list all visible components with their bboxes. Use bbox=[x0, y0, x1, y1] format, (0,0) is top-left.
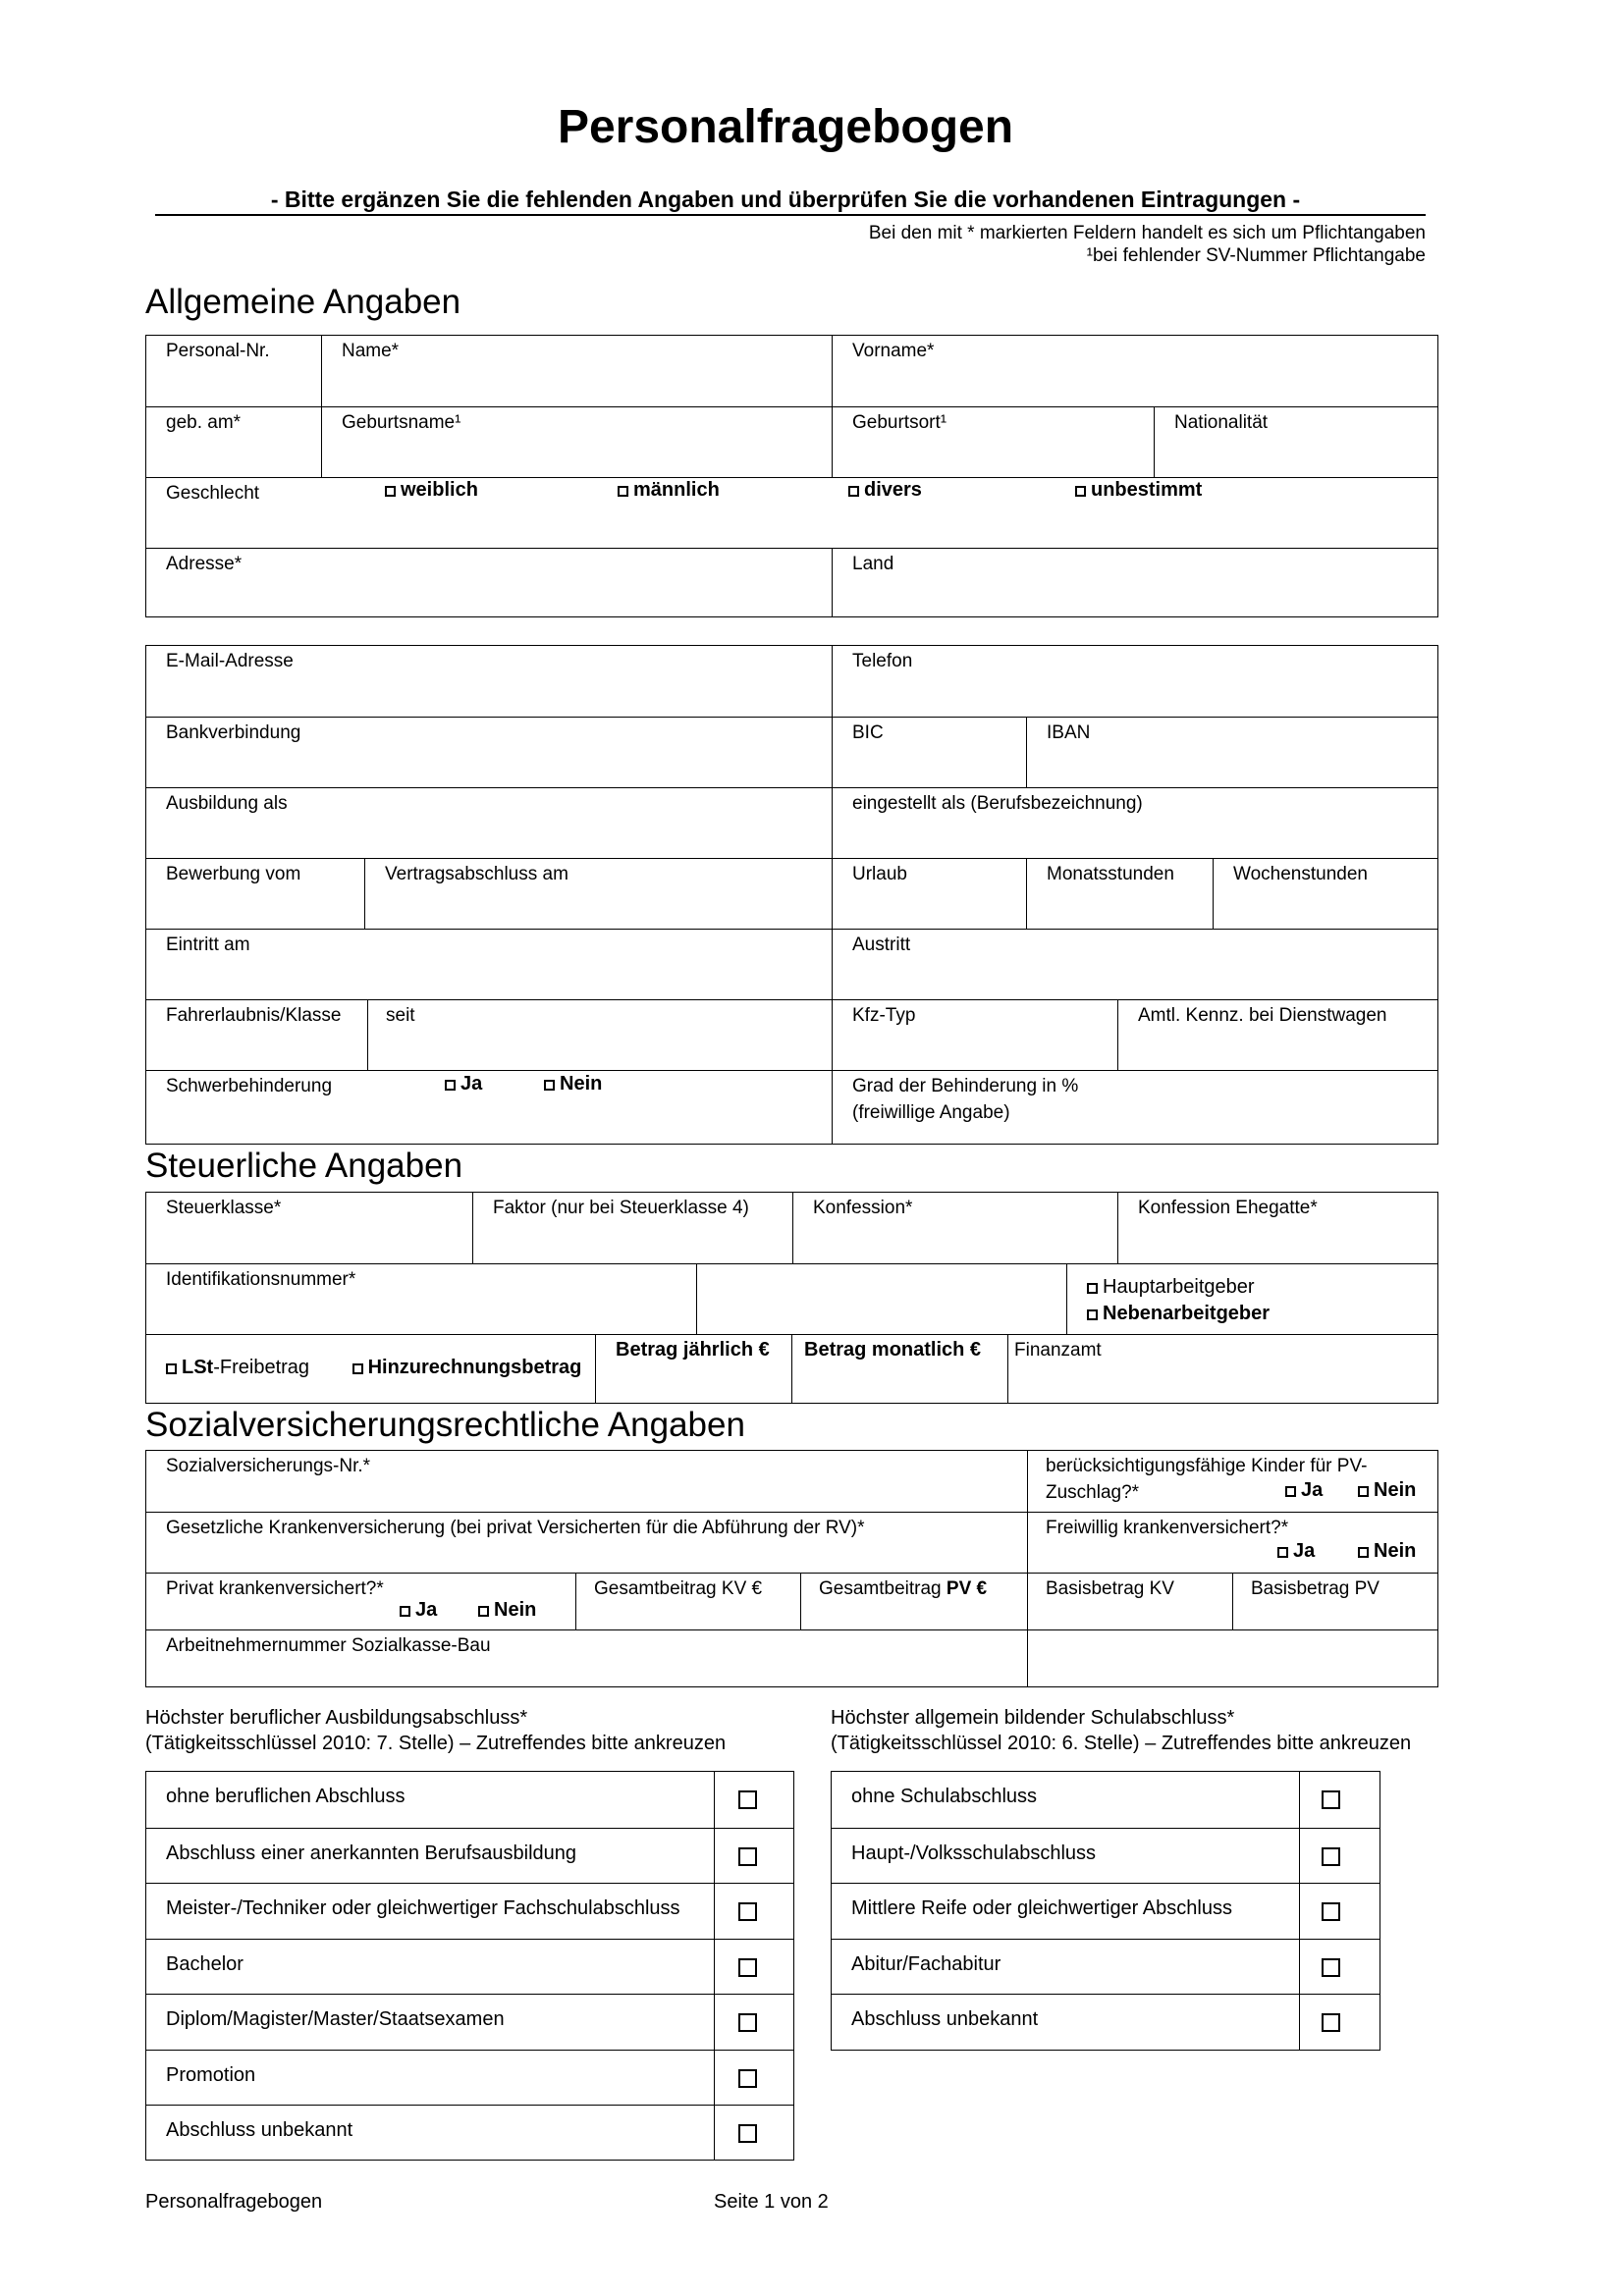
checkbox-icon bbox=[1358, 1547, 1369, 1558]
schule-option-label: Abschluss unbekannt bbox=[851, 2008, 1039, 2030]
option-unbestimmt[interactable]: unbestimmt bbox=[1075, 479, 1202, 502]
schule-row[interactable] bbox=[832, 1883, 1380, 1939]
option-hinzurechnungsbetrag[interactable]: Hinzurechnungsbetrag bbox=[352, 1357, 582, 1378]
field-betrag-jaehrlich[interactable]: Betrag jährlich € bbox=[595, 1334, 791, 1403]
field-kfz-typ[interactable]: Kfz-Typ bbox=[832, 999, 1117, 1070]
field-telefon[interactable]: Telefon bbox=[832, 646, 1437, 717]
beruf-option-label: Bachelor bbox=[166, 1952, 243, 1975]
field-schwerbehinderung bbox=[146, 1070, 832, 1144]
checkbox-icon bbox=[1358, 1486, 1369, 1497]
beruf-checkbox-icon[interactable] bbox=[738, 1847, 757, 1866]
beruf-option-label: Promotion bbox=[166, 2063, 256, 2086]
geschlecht-label: Geschlecht bbox=[166, 483, 260, 504]
field-freiwillig-kv[interactable]: Freiwillig krankenversichert?* bbox=[1027, 1512, 1437, 1573]
field-nationalitaet[interactable]: Nationalität bbox=[1154, 406, 1437, 477]
beschaeftigung-table bbox=[145, 645, 1438, 1145]
checkbox-icon bbox=[352, 1363, 363, 1374]
checkbox-icon bbox=[1075, 486, 1086, 497]
checkbox-icon bbox=[1087, 1309, 1098, 1320]
option-divers[interactable]: divers bbox=[848, 479, 922, 502]
field-basisbetrag-kv[interactable]: Basisbetrag KV bbox=[1027, 1573, 1232, 1629]
field-eingestellt[interactable]: eingestellt als (Berufsbezeichnung) bbox=[832, 787, 1437, 858]
beruf-checkbox-icon[interactable] bbox=[738, 2069, 757, 2088]
schule-checkbox-icon[interactable] bbox=[1322, 2013, 1340, 2032]
schwerbehinderung-label: Schwerbehinderung bbox=[166, 1076, 333, 1096]
allgemein-table bbox=[145, 335, 1438, 617]
option-weiblich[interactable]: weiblich bbox=[385, 479, 478, 502]
field-steuerklasse[interactable]: Steuerklasse* bbox=[166, 1198, 282, 1218]
checkbox-icon bbox=[445, 1080, 456, 1091]
schule-option-label: Haupt-/Volksschulabschluss bbox=[851, 1842, 1097, 1864]
schule-option-label: Abitur/Fachabitur bbox=[851, 1952, 1001, 1975]
beruf-checkbox-icon[interactable] bbox=[738, 1902, 757, 1921]
field-gesetzliche-kv[interactable]: Gesetzliche Krankenversicherung (bei privat Versicherten für die Abführung der RV)* bbox=[146, 1512, 1027, 1573]
option-schwer-ja[interactable]: Ja bbox=[445, 1073, 482, 1095]
field-austritt[interactable]: Austritt bbox=[832, 929, 1437, 999]
field-grad-behinderung[interactable]: Grad der Behinderung in % (freiwillige Angabe) bbox=[832, 1070, 1437, 1144]
beruf-row[interactable] bbox=[146, 1883, 793, 1939]
field-personal-nr[interactable]: Personal-Nr. bbox=[166, 341, 270, 361]
sv-table bbox=[145, 1450, 1438, 1687]
footer-title: Personalfragebogen bbox=[145, 2191, 323, 2213]
beruf-option-label: Abschluss einer anerkannten Berufsausbildung bbox=[166, 1842, 577, 1864]
option-pv-ja[interactable]: Ja bbox=[1285, 1479, 1323, 1502]
beruf-divider bbox=[714, 1772, 715, 2160]
beruf-row[interactable] bbox=[146, 1939, 793, 1995]
beruf-row[interactable] bbox=[146, 2050, 793, 2106]
option-nebenarbeitgeber[interactable]: Nebenarbeitgeber bbox=[1087, 1301, 1437, 1327]
required-notes bbox=[869, 222, 1426, 267]
field-gesamtbeitrag-kv[interactable]: Gesamtbeitrag KV € bbox=[575, 1573, 800, 1629]
schule-checkbox-icon[interactable] bbox=[1322, 1958, 1340, 1977]
field-email[interactable]: E-Mail-Adresse bbox=[166, 651, 294, 671]
beruf-checkbox-icon[interactable] bbox=[738, 2013, 757, 2032]
schule-row[interactable] bbox=[832, 1772, 1380, 1828]
checkbox-icon bbox=[848, 486, 859, 497]
note-sv: ¹bei fehlender SV-Nummer Pflichtangabe bbox=[1086, 245, 1426, 266]
field-privat-kv[interactable]: Privat krankenversichert?* bbox=[146, 1573, 575, 1629]
schule-row[interactable] bbox=[832, 1939, 1380, 1995]
field-adresse[interactable]: Adresse* bbox=[146, 548, 832, 616]
field-finanzamt[interactable]: Finanzamt bbox=[1007, 1334, 1437, 1403]
beruf-table bbox=[145, 1771, 794, 2161]
field-eintritt[interactable]: Eintritt am bbox=[146, 929, 832, 999]
field-land[interactable]: Land bbox=[832, 548, 1437, 616]
field-betrag-monatlich[interactable]: Betrag monatlich € bbox=[791, 1334, 1007, 1403]
field-amtl-kennz[interactable]: Amtl. Kennz. bei Dienstwagen bbox=[1117, 999, 1437, 1070]
field-iban[interactable]: IBAN bbox=[1026, 717, 1437, 787]
option-freiwillig-nein[interactable]: Nein bbox=[1358, 1540, 1416, 1563]
field-arbeitnehmernummer-value[interactable] bbox=[1027, 1629, 1437, 1686]
field-kinderfreibetrag[interactable] bbox=[696, 1263, 1066, 1334]
field-konfession[interactable]: Konfession* bbox=[792, 1193, 1117, 1263]
schule-checkbox-icon[interactable] bbox=[1322, 1847, 1340, 1866]
field-faktor[interactable]: Faktor (nur bei Steuerklasse 4) bbox=[472, 1193, 792, 1263]
page-subtitle: - Bitte ergänzen Sie die fehlenden Angaben und überprüfen Sie die vorhandenen Eintragungen - bbox=[270, 187, 1301, 212]
section-allgemein: Allgemeine Angaben bbox=[145, 283, 461, 321]
field-monatsstunden[interactable]: Monatsstunden bbox=[1026, 858, 1213, 929]
schule-checkbox-icon[interactable] bbox=[1322, 1902, 1340, 1921]
field-gesamtbeitrag-pv[interactable]: Gesamtbeitrag PV € bbox=[800, 1573, 1027, 1629]
beruf-checkbox-icon[interactable] bbox=[738, 1790, 757, 1809]
field-arbeitnehmernummer[interactable]: Arbeitnehmernummer Sozialkasse-Bau bbox=[146, 1629, 1027, 1686]
beruf-option-label: Meister-/Techniker oder gleichwertiger Fachschulabschluss bbox=[166, 1897, 680, 1919]
arbeitgeber-options bbox=[1066, 1263, 1437, 1334]
schule-divider bbox=[1299, 1772, 1300, 2050]
option-freiwillig-ja[interactable]: Ja bbox=[1277, 1540, 1315, 1563]
option-privat-ja[interactable]: Ja bbox=[400, 1599, 437, 1622]
beruf-heading: Höchster beruflicher Ausbildungsabschluss* (Tätigkeitsschlüssel 2010: 7. Stelle) – Zutreffendes bitte ankreuzen bbox=[145, 1707, 727, 1754]
schule-row[interactable] bbox=[832, 1828, 1380, 1884]
footer-page-number: Seite 1 von 2 bbox=[714, 2191, 829, 2213]
option-schwer-nein[interactable]: Nein bbox=[544, 1073, 602, 1095]
schule-heading: Höchster allgemein bildender Schulabschluss* (Tätigkeitsschlüssel 2010: 6. Stelle) – Zutreffendes bitte ankreuzen bbox=[831, 1707, 1412, 1754]
field-bewerbung[interactable]: Bewerbung vom bbox=[146, 858, 364, 929]
field-pv-kinder: berücksichtigungsfähige Kinder für PV- Zuschlag?* bbox=[1027, 1451, 1437, 1512]
option-pv-nein[interactable]: Nein bbox=[1358, 1479, 1416, 1502]
checkbox-icon bbox=[1285, 1486, 1296, 1497]
field-identifikationsnummer[interactable]: Identifikationsnummer* bbox=[146, 1263, 696, 1334]
checkbox-icon bbox=[1087, 1283, 1098, 1294]
field-urlaub[interactable]: Urlaub bbox=[832, 858, 1026, 929]
field-geb-am[interactable]: geb. am* bbox=[146, 406, 321, 477]
checkbox-icon bbox=[166, 1363, 177, 1374]
beruf-option-label: Abschluss unbekannt bbox=[166, 2119, 353, 2141]
page-title: Personalfragebogen bbox=[557, 101, 1014, 153]
checkbox-icon bbox=[400, 1606, 410, 1617]
checkbox-icon bbox=[618, 486, 628, 497]
field-fahrerlaubnis[interactable]: Fahrerlaubnis/Klasse bbox=[146, 999, 367, 1070]
beruf-option-label: ohne beruflichen Abschluss bbox=[166, 1786, 406, 1807]
beruf-row[interactable] bbox=[146, 1994, 793, 2050]
field-vertragsabschluss[interactable]: Vertragsabschluss am bbox=[364, 858, 832, 929]
field-basisbetrag-pv[interactable]: Basisbetrag PV bbox=[1232, 1573, 1437, 1629]
freibetrag-options bbox=[146, 1334, 595, 1403]
schule-table bbox=[831, 1771, 1380, 2051]
checkbox-icon bbox=[1277, 1547, 1288, 1558]
section-sv: Sozialversicherungsrechtliche Angaben bbox=[145, 1406, 745, 1444]
field-name[interactable]: Name* bbox=[321, 336, 832, 406]
field-geburtsort[interactable]: Geburtsort¹ bbox=[832, 406, 1154, 477]
field-konfession-ehegatte[interactable]: Konfession Ehegatte* bbox=[1117, 1193, 1437, 1263]
field-ausbildung[interactable]: Ausbildung als bbox=[146, 787, 832, 858]
field-wochenstunden[interactable]: Wochenstunden bbox=[1213, 858, 1437, 929]
beruf-checkbox-icon[interactable] bbox=[738, 1958, 757, 1977]
schule-row[interactable] bbox=[832, 1994, 1380, 2050]
beruf-row[interactable] bbox=[146, 1828, 793, 1884]
steuer-table bbox=[145, 1192, 1438, 1404]
section-steuer: Steuerliche Angaben bbox=[145, 1147, 463, 1185]
beruf-row[interactable] bbox=[146, 2105, 793, 2161]
checkbox-icon bbox=[385, 486, 396, 497]
beruf-option-label: Diplom/Magister/Master/Staatsexamen bbox=[166, 2008, 505, 2030]
checkbox-icon bbox=[544, 1080, 555, 1091]
field-geschlecht bbox=[146, 477, 1437, 548]
note-required: Bei den mit * markierten Feldern handelt es sich um Pflichtangaben bbox=[868, 223, 1426, 243]
schule-checkbox-icon[interactable] bbox=[1322, 1790, 1340, 1809]
beruf-checkbox-icon[interactable] bbox=[738, 2124, 757, 2143]
field-bic[interactable]: BIC bbox=[832, 717, 1026, 787]
option-maennlich[interactable]: männlich bbox=[618, 479, 720, 502]
schule-option-label: ohne Schulabschluss bbox=[851, 1786, 1038, 1807]
beruf-row[interactable] bbox=[146, 1772, 793, 1828]
schule-option-label: Mittlere Reife oder gleichwertiger Abschluss bbox=[851, 1897, 1232, 1919]
option-lst-freibetrag[interactable]: LSt-Freibetrag bbox=[166, 1357, 309, 1378]
checkbox-icon bbox=[478, 1606, 489, 1617]
option-privat-nein[interactable]: Nein bbox=[478, 1599, 536, 1622]
field-sv-nummer[interactable]: Sozialversicherungs-Nr.* bbox=[166, 1456, 371, 1476]
option-hauptarbeitgeber[interactable]: Hauptarbeitgeber bbox=[1087, 1274, 1437, 1301]
title-rule bbox=[155, 214, 1426, 216]
field-geburtsname[interactable]: Geburtsname¹ bbox=[321, 406, 832, 477]
field-seit[interactable]: seit bbox=[367, 999, 832, 1070]
field-vorname[interactable]: Vorname* bbox=[832, 336, 1437, 406]
field-bankverbindung[interactable]: Bankverbindung bbox=[146, 717, 832, 787]
